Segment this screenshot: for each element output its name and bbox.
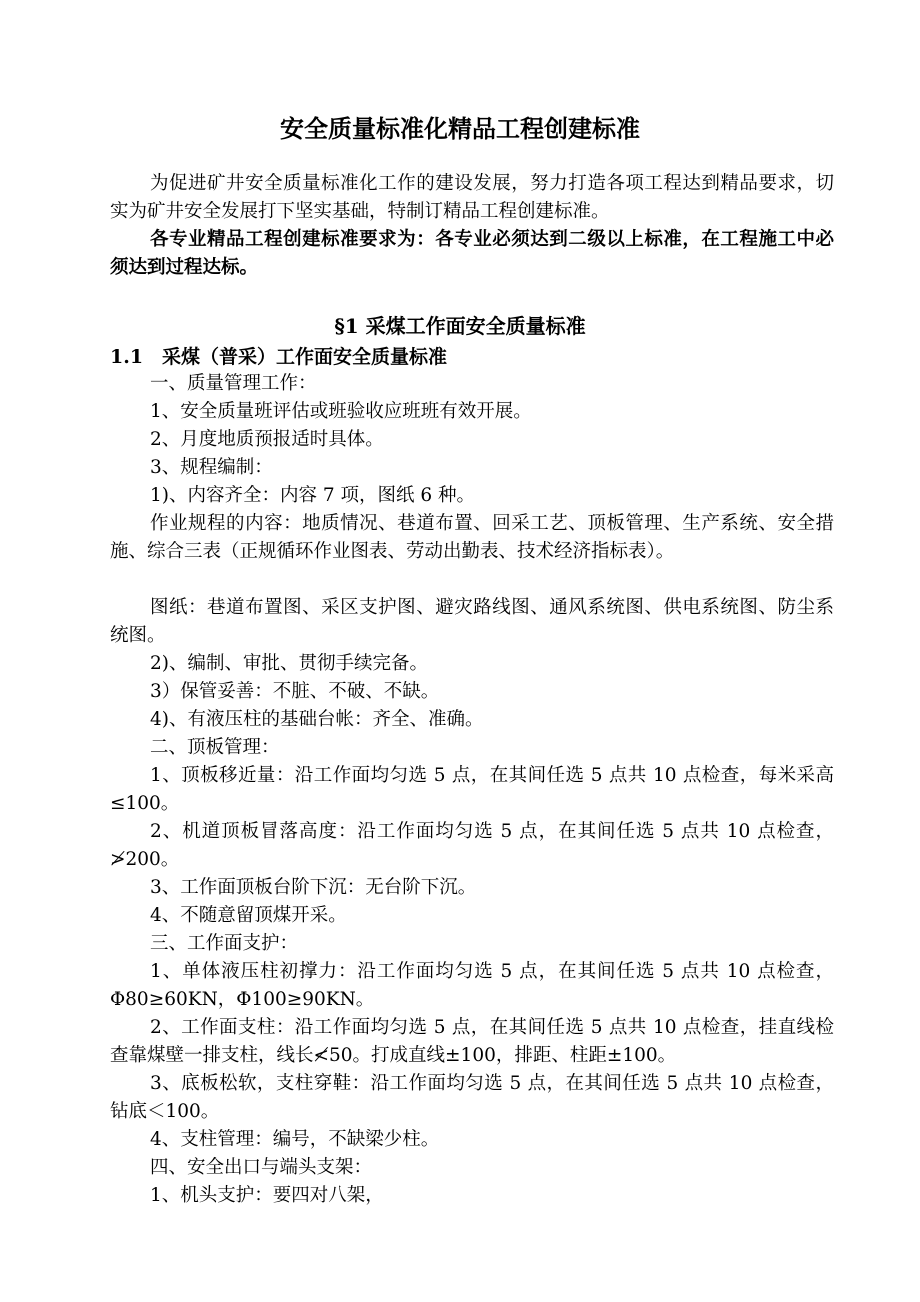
list-item: 1)、内容齐全：内容 7 项，图纸 6 种。 — [150, 485, 476, 506]
list-item: 3、工作面顶板台阶下沉：无台阶下沉。 — [150, 877, 477, 898]
list-item: 1、顶板移近量：沿工作面均匀选 5 点，在其间任选 5 点共 10 点检查，每米采高≤100。 — [110, 765, 834, 814]
list-item: 图纸：巷道布置图、采区支护图、避灾路线图、通风系统图、供电系统图、防尘系统图。 — [110, 597, 834, 646]
document-title: 安全质量标准化精品工程创建标准 — [280, 115, 640, 143]
list-item: 2、机道顶板冒落高度：沿工作面均匀选 5 点，在其间任选 5 点共 10 点检查，≯200。 — [110, 821, 834, 870]
list-item: 三、工作面支护： — [150, 933, 299, 954]
intro-paragraph: 为促进矿井安全质量标准化工作的建设发展，努力打造各项工程达到精品要求，切实为矿井安全发展打下坚实基础，特制订精品工程创建标准。 — [110, 173, 834, 222]
list-item: 1、机头支护：要四对八架， — [150, 1185, 384, 1206]
list-item: 2、工作面支柱：沿工作面均匀选 5 点，在其间任选 5 点共 10 点检查，挂直线检查靠煤壁一排支柱，线长≮50。打成直线±100，排距、柱距±100。 — [110, 1017, 834, 1066]
list-item: 四、安全出口与端头支架： — [150, 1157, 373, 1178]
list-item: 一、质量管理工作： — [150, 373, 317, 394]
list-item: 二、顶板管理： — [150, 737, 280, 758]
list-item: 3、底板松软，支柱穿鞋：沿工作面均匀选 5 点，在其间任选 5 点共 10 点检查，钻底＜100。 — [110, 1073, 834, 1122]
list-item: 1、单体液压柱初撑力：沿工作面均匀选 5 点，在其间任选 5 点共 10 点检查，Φ80≥60KN，Φ100≥90KN。 — [110, 961, 834, 1010]
subsection-title: 1.1 采煤（普采）工作面安全质量标准 — [110, 346, 448, 368]
list-item: 1、安全质量班评估或班验收应班班有效开展。 — [150, 401, 532, 422]
list-item: 4)、有液压柱的基础台帐：齐全、准确。 — [150, 709, 484, 730]
list-item: 4、不随意留顶煤开采。 — [150, 905, 347, 926]
list-item: 作业规程的内容：地质情况、巷道布置、回采工艺、顶板管理、生产系统、安全措施、综合三表（正规循环作业图表、劳动出勤表、技术经济指标表）。 — [110, 513, 834, 562]
list-item: 3、规程编制： — [150, 457, 273, 478]
list-item: 3）保管妥善：不脏、不破、不缺。 — [150, 681, 440, 702]
list-item: 2)、编制、审批、贯彻手续完备。 — [150, 653, 428, 674]
intro-requirement-paragraph: 各专业精品工程创建标准要求为：各专业必须达到二级以上标准，在工程施工中必须达到过程达标。 — [110, 229, 834, 278]
list-item: 2、月度地质预报适时具体。 — [150, 429, 384, 450]
section-title: §1 采煤工作面安全质量标准 — [334, 314, 586, 338]
list-item: 4、支柱管理：编号，不缺梁少柱。 — [150, 1129, 440, 1150]
